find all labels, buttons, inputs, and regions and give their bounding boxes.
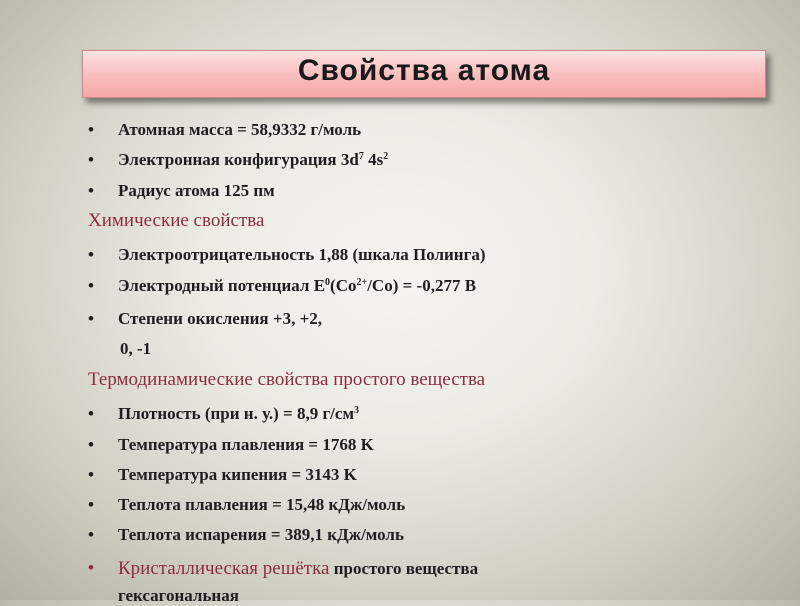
atomic-radius-text: Радиус атома 125 пм: [118, 181, 275, 200]
melting-temp-text: Температура плавления = 1768 K: [118, 435, 374, 454]
crystal-lattice-text: Кристаллическая решётка простого вещества: [118, 558, 479, 579]
oxidation-states-text: Степени окисления +3, +2,: [118, 309, 323, 328]
density-text: Плотность (при н. у.) = 8,9 $г/см^3$: [118, 404, 360, 423]
bullet: •: [88, 558, 94, 577]
bullet: •: [88, 435, 94, 454]
electron-config-text: Электронная конфигурация $3d^7$ $4s^2$: [118, 150, 389, 169]
boiling-temp-text: Температура кипения = 3143 K: [118, 465, 357, 484]
electronegativity-text: Электроотрицательность 1,88 (шкала Полинга): [118, 245, 486, 264]
crystal-lattice-label: Кристаллическая решётка: [118, 558, 330, 579]
slide-title: Свойства атома: [297, 54, 551, 87]
title-banner: [82, 50, 766, 98]
fusion-heat-text: Теплота плавления = 15,48 кДж/моль: [118, 495, 406, 514]
atomic-mass-text: Атомная масса = 58,9332 г/моль: [118, 120, 362, 139]
chemical-properties-heading: Химические свойства: [88, 210, 265, 231]
vaporization-heat-text: Теплота испарения = 389,1 кДж/моль: [118, 525, 404, 544]
bullet: •: [88, 309, 94, 328]
bullet: •: [88, 150, 94, 169]
bullet: •: [88, 404, 94, 423]
oxidation-cont-text: 0, -1: [120, 339, 152, 358]
bullet: •: [88, 245, 94, 264]
bullet: •: [88, 465, 94, 484]
bullet: •: [88, 120, 94, 139]
bullet: •: [88, 525, 94, 544]
bullet: •: [88, 181, 94, 200]
bullet: •: [88, 276, 94, 295]
crystal-lattice-value: гексагональная: [118, 586, 239, 605]
thermodynamic-properties-heading: Термодинамические свойства простого вещества: [88, 369, 486, 390]
bullet: •: [88, 495, 94, 514]
electrode-potential-text: Электродный потенциал $E^0(Co^{2+}/Co) = -0,277$ B: [118, 276, 477, 295]
